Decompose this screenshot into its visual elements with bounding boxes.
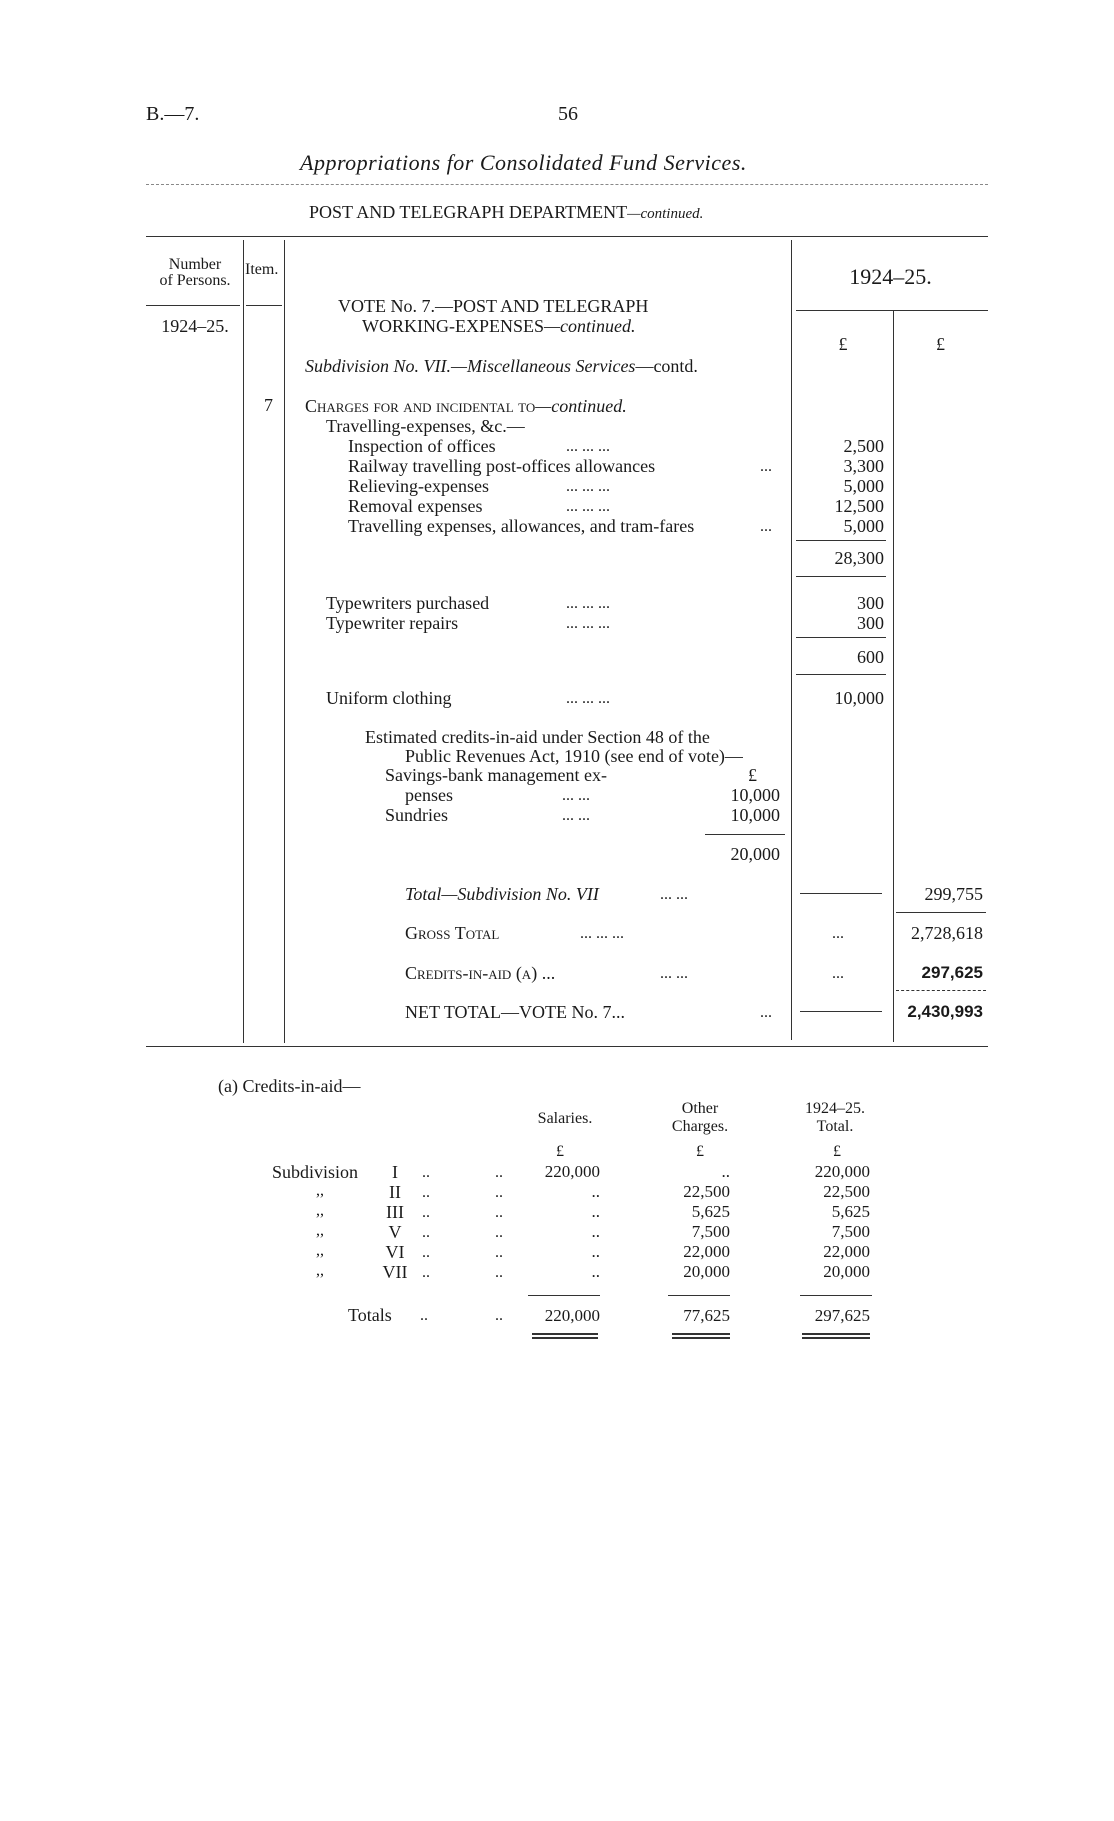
footnote-row-dots: .. xyxy=(495,1224,503,1241)
title-rule xyxy=(146,184,988,185)
footnote-row-dots: .. xyxy=(422,1244,430,1261)
vote-heading: VOTE No. 7.—POST AND TELEGRAPH xyxy=(338,296,649,316)
charges-heading-continued: —continued. xyxy=(535,396,627,416)
footnote-row-label: Subdivision xyxy=(272,1162,359,1182)
credits-estimate-line1: Estimated credits-in-aid under Section 48 of the xyxy=(365,727,710,747)
sundries-dots: ... ... xyxy=(562,807,590,824)
travelling-subtotal-rule xyxy=(796,540,886,541)
footnote-row-dots: .. xyxy=(422,1264,430,1281)
header-item: Item. xyxy=(245,261,279,278)
footnote-row-salaries: .. xyxy=(591,1262,600,1281)
footnote-row-salaries: .. xyxy=(591,1222,600,1241)
footnote-pound-salaries: £ xyxy=(556,1143,564,1160)
footnote-row-total: 7,500 xyxy=(831,1222,870,1241)
savings-pound-sign: £ xyxy=(748,765,757,785)
travelling-item-label: Railway travelling post-offices allowances xyxy=(348,456,656,476)
travelling-item-value: 5,000 xyxy=(843,516,884,536)
footnote-row-dots: .. xyxy=(422,1204,430,1221)
footnote-row-other: 20,000 xyxy=(683,1262,730,1281)
page-title: Appropriations for Consolidated Fund Services. xyxy=(300,150,747,175)
travelling-subtotal-underline xyxy=(796,576,886,577)
charges-heading xyxy=(305,396,627,417)
header-of-persons: of Persons. xyxy=(159,272,231,289)
savings-bank-value: 10,000 xyxy=(730,785,780,805)
travelling-subtotal: 28,300 xyxy=(834,548,884,568)
typewriter-item-value: 300 xyxy=(857,613,884,633)
travelling-item-label: Removal expenses xyxy=(348,496,483,516)
footnote-other-rule xyxy=(668,1295,730,1296)
footnote-row-subdivision-number: I xyxy=(392,1162,398,1182)
subdivision-heading xyxy=(305,356,698,377)
typewriter-subtotal-underline xyxy=(796,674,886,675)
uniform-dots: ... ... ... xyxy=(566,690,610,707)
vote-heading-working-expenses: WORKING-EXPENSES xyxy=(362,316,544,336)
credits-estimate-line2: Public Revenues Act, 1910 (see end of vote)— xyxy=(405,746,743,766)
department-name: POST AND TELEGRAPH DEPARTMENT xyxy=(309,202,628,222)
footnote-col-year: 1924–25. xyxy=(805,1100,865,1117)
travelling-item-value: 5,000 xyxy=(843,476,884,496)
footnote-row-other: 7,500 xyxy=(691,1222,730,1241)
footnote-row-dots: .. xyxy=(495,1164,503,1181)
gross-total-label: Gross Total xyxy=(405,923,500,943)
footnote-row-total: 22,000 xyxy=(823,1242,870,1261)
sundries-label: Sundries xyxy=(385,805,448,825)
header-item-rule xyxy=(246,305,282,306)
savings-bank-label-penses: penses xyxy=(405,785,453,805)
net-total-value: 2,430,993 xyxy=(907,1002,983,1021)
footnote-row-total: 20,000 xyxy=(823,1262,870,1281)
footnote-row-dots: .. xyxy=(495,1204,503,1221)
sundries-value: 10,000 xyxy=(730,805,780,825)
credits-in-aid-dots: ... ... xyxy=(660,965,688,982)
travelling-item-value: 2,500 xyxy=(843,436,884,456)
doc-reference: B.—7. xyxy=(146,103,200,125)
vote-heading-continued: —continued. xyxy=(544,316,636,336)
footnote-row-subdivision-number: V xyxy=(388,1222,402,1242)
gross-total-dots: ... ... ... xyxy=(580,925,624,942)
item-number: 7 xyxy=(264,395,273,415)
charges-heading-text: Charges for and incidental to xyxy=(305,396,536,416)
typewriter-item-dots: ... ... ... xyxy=(566,615,610,632)
footnote-row-dots: .. xyxy=(422,1164,430,1181)
footnote-total-rule xyxy=(800,1295,872,1296)
footnote-totals-label: Totals xyxy=(348,1305,392,1325)
net-total-dots: ... xyxy=(760,1004,772,1021)
pound-sign-left: £ xyxy=(838,334,848,354)
footnote-totals-other: 77,625 xyxy=(683,1306,730,1325)
footnote-row-other: .. xyxy=(721,1162,730,1181)
subdivision-contd: —contd. xyxy=(635,356,698,376)
pound-sign-right: £ xyxy=(936,334,945,354)
footnote-row-subdivision-number: VI xyxy=(385,1242,405,1262)
footnote-row-total: 220,000 xyxy=(814,1162,870,1181)
footnote-row-label: ,, xyxy=(316,1182,324,1199)
typewriter-item-dots: ... ... ... xyxy=(566,595,610,612)
typewriter-subtotal: 600 xyxy=(857,647,884,667)
footnote-col-salaries: Salaries. xyxy=(537,1110,593,1127)
typewriter-item-value: 300 xyxy=(857,593,884,613)
footnote-row-other: 22,500 xyxy=(683,1182,730,1201)
footnote-row-salaries: .. xyxy=(591,1202,600,1221)
savings-dots: ... ... xyxy=(562,787,590,804)
net-total-dash xyxy=(800,1011,882,1012)
credits-in-aid-underline xyxy=(896,990,986,991)
footnote-pound-total: £ xyxy=(833,1143,841,1160)
table-bottom-rule xyxy=(146,1046,988,1047)
travelling-item-dots: ... ... ... xyxy=(566,498,610,515)
footnote-col-total: Total. xyxy=(816,1118,854,1135)
credits-subtotal-rule xyxy=(705,834,785,835)
travelling-item-label: Inspection of offices xyxy=(348,436,496,456)
travelling-item-dots: ... xyxy=(760,458,772,475)
footnote-total-double-rule xyxy=(802,1333,870,1335)
travelling-item-label: Travelling expenses, allowances, and tram-fares xyxy=(348,516,695,536)
travelling-item-label: Relieving-expenses xyxy=(348,476,489,496)
credits-subtotal: 20,000 xyxy=(730,844,780,864)
subdivision-total-underline xyxy=(896,912,986,913)
travelling-item-value: 12,500 xyxy=(834,496,884,516)
footnote-row-subdivision-number: II xyxy=(389,1182,401,1202)
uniform-label: Uniform clothing xyxy=(326,688,452,708)
footnote-totals-total: 297,625 xyxy=(814,1306,870,1325)
footnote-row-salaries: .. xyxy=(591,1242,600,1261)
typewriter-item-label: Typewriters purchased xyxy=(326,593,490,613)
travelling-heading: Travelling-expenses, &c.— xyxy=(326,416,525,436)
footnote-row-salaries: .. xyxy=(591,1182,600,1201)
footnote-totals-dots2: .. xyxy=(495,1307,503,1324)
credits-in-aid-label: Credits-in-aid (a) ... xyxy=(405,963,556,983)
footnote-totals-salaries: 220,000 xyxy=(544,1306,600,1325)
amount-year: 1924–25. xyxy=(849,264,932,289)
net-total-label: NET TOTAL—VOTE No. 7... xyxy=(405,1002,626,1022)
column-divider-amount-left xyxy=(791,240,792,1040)
footnote-row-other: 5,625 xyxy=(691,1202,730,1221)
subdivision-total-dots: ... ... xyxy=(660,886,688,903)
column-divider-persons xyxy=(243,240,244,1043)
credits-in-aid-mid-dots: ... xyxy=(832,965,844,982)
footnote-row-dots: .. xyxy=(422,1224,430,1241)
typewriter-subtotal-rule xyxy=(796,637,886,638)
footnote-total-double-rule-2 xyxy=(802,1337,870,1339)
subdivision-title: Subdivision No. VII.—Miscellaneous Services xyxy=(305,356,636,376)
footnote-row-total: 5,625 xyxy=(831,1202,870,1221)
footnote-salaries-double-rule xyxy=(532,1333,598,1335)
footnote-row-salaries: 220,000 xyxy=(544,1162,600,1181)
vote-heading-line2 xyxy=(362,316,636,337)
footnote-row-label: ,, xyxy=(316,1262,324,1279)
header-persons-rule xyxy=(146,305,240,306)
footnote-salaries-rule xyxy=(528,1295,600,1296)
column-divider-amount-right xyxy=(893,310,894,1042)
footnote-row-dots: .. xyxy=(495,1244,503,1261)
column-divider-item xyxy=(284,240,285,1043)
travelling-item-dots: ... ... ... xyxy=(566,478,610,495)
gross-total-mid-dots: ... xyxy=(832,925,844,942)
credits-in-aid-value: 297,625 xyxy=(921,963,983,982)
footnote-row-subdivision-number: III xyxy=(386,1202,404,1222)
travelling-item-dots: ... ... ... xyxy=(566,438,610,455)
amount-year-rule xyxy=(796,310,988,311)
subdivision-total-label: Total—Subdivision No. VII xyxy=(405,884,599,904)
footnote-salaries-double-rule-2 xyxy=(532,1337,598,1339)
savings-bank-label: Savings-bank management ex- xyxy=(385,765,607,785)
travelling-item-value: 3,300 xyxy=(843,456,884,476)
footnote-row-dots: .. xyxy=(495,1264,503,1281)
footnote-row-dots: .. xyxy=(422,1184,430,1201)
footnote-row-label: ,, xyxy=(316,1202,324,1219)
footnote-heading: (a) Credits-in-aid— xyxy=(218,1076,361,1096)
footnote-row-label: ,, xyxy=(316,1222,324,1239)
footnote-other-double-rule xyxy=(672,1333,730,1335)
subdivision-total-value: 299,755 xyxy=(924,884,983,904)
footnote-row-total: 22,500 xyxy=(823,1182,870,1201)
travelling-item-dots: ... xyxy=(760,518,772,535)
typewriter-item-label: Typewriter repairs xyxy=(326,613,459,633)
gross-total-value: 2,728,618 xyxy=(911,923,983,943)
footnote-row-subdivision-number: VII xyxy=(382,1262,408,1282)
footnote-row-label: ,, xyxy=(316,1242,324,1259)
footnote-totals-dots1: .. xyxy=(420,1307,428,1324)
footnote-col-charges: Charges. xyxy=(671,1118,729,1135)
table-top-rule xyxy=(146,236,988,237)
header-number: Number xyxy=(168,256,222,273)
persons-year: 1924–25. xyxy=(161,316,229,336)
footnote-row-dots: .. xyxy=(495,1184,503,1201)
footnote-other-double-rule-2 xyxy=(672,1337,730,1339)
footnote-row-other: 22,000 xyxy=(683,1242,730,1261)
page-number: 56 xyxy=(558,103,578,125)
department-continued: —continued. xyxy=(627,206,704,222)
uniform-value: 10,000 xyxy=(834,688,884,708)
department-heading xyxy=(309,202,703,223)
footnote-col-other: Other xyxy=(681,1100,719,1117)
footnote-pound-other: £ xyxy=(696,1143,704,1160)
subdivision-total-dash xyxy=(800,893,882,894)
